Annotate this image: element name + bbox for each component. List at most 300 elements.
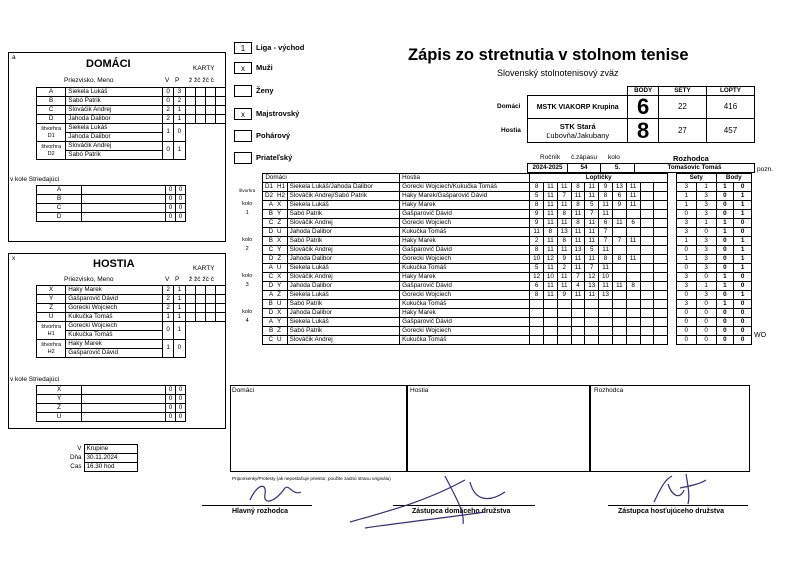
card-cell <box>215 286 225 295</box>
match-away-player: Gorecki Wojciech <box>400 291 530 300</box>
match-sets-away: 0 <box>696 273 716 282</box>
player-losses: 1 <box>174 115 185 124</box>
doubles-code: štvorhra D1 <box>37 124 66 142</box>
player-wins: 2 <box>163 106 174 115</box>
match-points-home: 1 <box>716 219 734 228</box>
card-cell <box>205 97 215 106</box>
match-sets-away: 0 <box>696 336 716 345</box>
away-signature <box>650 470 710 506</box>
match-codes <box>263 246 287 255</box>
player-row <box>37 304 226 313</box>
match-ball-score: 8 <box>557 210 571 219</box>
player-name: Jahoda Dalibor <box>66 115 163 124</box>
match-ball-score: 13 <box>557 228 571 237</box>
doubles-row <box>37 340 226 349</box>
match-ball-score <box>557 300 571 309</box>
match-ball-score <box>599 327 613 336</box>
result-home-sets: 22 <box>658 96 706 119</box>
card-cell <box>205 106 215 115</box>
player-wins: 2 <box>163 304 174 313</box>
match-ball-score <box>599 318 613 327</box>
match-home-code: C <box>268 245 274 253</box>
match-points-away: 1 <box>734 264 752 273</box>
match-ball-score <box>654 246 668 255</box>
sub-losses: 0 <box>176 413 186 422</box>
result-away-balls: 457 <box>706 119 754 143</box>
match-home-code: C <box>268 335 273 343</box>
match-ball-score <box>557 327 571 336</box>
doubles-player-2: Sabó Patrik <box>66 151 163 160</box>
match-ball-score <box>654 219 668 228</box>
match-sets-home: 3 <box>676 183 696 192</box>
match-sets-home: 3 <box>676 300 696 309</box>
page-subtitle: Slovenský stolnotenisový zväz <box>497 68 619 78</box>
sub-losses: 0 <box>176 404 186 413</box>
page-title: Zápis zo stretnutia v stolnom tenise <box>408 46 689 64</box>
match-points-away: 0 <box>734 336 752 345</box>
sub-row <box>37 195 186 204</box>
card-cell <box>215 313 225 322</box>
match-ball-score <box>626 336 640 345</box>
match-ball-score: 9 <box>530 210 544 219</box>
match-points-home: 0 <box>716 192 734 201</box>
match-ball-score: 11 <box>544 282 558 291</box>
result-header-points: BODY <box>628 87 659 96</box>
place-table <box>66 444 138 472</box>
home-col-name: Priezvisko, Meno <box>64 77 114 84</box>
match-ball-score <box>557 309 571 318</box>
match-ball-score: 11 <box>585 219 599 228</box>
away-col-p: P <box>175 276 180 283</box>
match-ball-score: 10 <box>544 273 558 282</box>
home-subs-table <box>36 185 186 222</box>
match-away-player: Kukučka Tomáš <box>400 228 530 237</box>
match-row <box>232 192 752 201</box>
player-name: Gorecki Wojciech <box>66 304 163 313</box>
doubles-code: štvorhra D2 <box>37 142 66 160</box>
match-ball-score: 8 <box>544 228 558 237</box>
match-away-player: Gašparovič Dávid <box>400 318 530 327</box>
player-code: X <box>37 286 66 295</box>
notes-home-label: Domáci <box>232 387 255 394</box>
match-home-player: Jahoda Dalibor <box>287 282 400 291</box>
match-sets-away: 0 <box>696 309 716 318</box>
matches-table <box>232 173 752 345</box>
match-ball-score: 8 <box>599 255 613 264</box>
match-ball-score: 6 <box>599 219 613 228</box>
card-cell <box>185 286 195 295</box>
result-away-team <box>528 119 628 143</box>
doubles-row-2 <box>37 133 226 142</box>
match-home-player: Siekela Lukáš <box>287 318 400 327</box>
sub-name <box>82 404 166 413</box>
sub-name <box>82 395 166 404</box>
match-codes <box>263 255 287 264</box>
match-home-player: Slováčik Andrej/Sabó Patrik <box>287 192 400 201</box>
match-ball-score: 11 <box>544 246 558 255</box>
match-ball-score <box>612 327 626 336</box>
doubles-row-2 <box>37 331 226 340</box>
match-sets-away: 3 <box>696 237 716 246</box>
card-cell <box>195 295 205 304</box>
match-ball-score: 11 <box>612 282 626 291</box>
match-round <box>232 228 263 237</box>
doubles-wins: 0 <box>163 322 174 340</box>
match-ball-score: 8 <box>530 201 544 210</box>
match-ball-score <box>640 327 654 336</box>
category-checkbox: x <box>234 62 252 74</box>
player-wins: 1 <box>163 313 174 322</box>
match-ball-score: 11 <box>544 192 558 201</box>
match-ball-score <box>654 264 668 273</box>
doubles-player-1: Slováčik Andrej <box>66 142 163 151</box>
match-ball-score: 11 <box>571 192 585 201</box>
match-round <box>232 264 263 273</box>
category-checkbox <box>234 152 252 164</box>
match-ball-score: 11 <box>599 282 613 291</box>
match-ball-score <box>544 318 558 327</box>
match-ball-score: 11 <box>626 255 640 264</box>
gap <box>668 336 677 345</box>
match-ball-score: 12 <box>544 255 558 264</box>
match-away-player: Gašparovič Dávid <box>400 210 530 219</box>
home-karty: KARTY <box>193 65 215 72</box>
place-time-label: Čas <box>70 462 82 470</box>
match-ball-score <box>612 264 626 273</box>
category-label: Pohárový <box>256 131 291 140</box>
match-ball-score <box>626 246 640 255</box>
card-cell <box>205 88 215 97</box>
match-codes <box>263 192 287 201</box>
match-points-away: 1 <box>734 192 752 201</box>
match-ball-score <box>612 210 626 219</box>
match-away-code: U <box>277 227 282 235</box>
match-away-player: Haky Marek <box>400 201 530 210</box>
match-home-player: Jahoda Dalibor <box>287 255 400 264</box>
match-round: kolo <box>242 273 253 280</box>
match-ball-score: 7 <box>585 210 599 219</box>
match-away-code: X <box>277 272 282 280</box>
match-ball-score: 11 <box>626 237 640 246</box>
match-home-code: C <box>268 218 274 226</box>
league-label: Liga - východ <box>256 43 305 52</box>
result-header-balls: LOPTY <box>706 87 754 96</box>
match-home-code: C <box>268 272 274 280</box>
doubles-row <box>37 124 226 133</box>
place-date: 30.11.2024 <box>84 454 138 463</box>
match-ball-score: 8 <box>557 237 571 246</box>
away-col-v: V <box>165 276 170 283</box>
home-col-p: P <box>175 77 180 84</box>
match-ball-score <box>654 300 668 309</box>
match-sets-away: 1 <box>696 282 716 291</box>
match-ball-score: 9 <box>599 183 613 192</box>
match-sets-home: 0 <box>676 291 696 300</box>
match-ball-score <box>626 228 640 237</box>
card-cell <box>205 286 215 295</box>
card-cell <box>195 304 205 313</box>
match-codes <box>263 309 287 318</box>
match-away-player: Gašparovič Dávid <box>400 246 530 255</box>
result-away-sets: 27 <box>658 119 706 143</box>
match-away-player: Gorecki Wojciech <box>400 219 530 228</box>
match-ball-score <box>544 309 558 318</box>
card-cell <box>185 304 195 313</box>
sub-name <box>82 195 166 204</box>
signature-label-away: Zástupca hosťujúceho družstva <box>618 508 725 515</box>
match-sets-home: 0 <box>676 336 696 345</box>
player-row <box>37 313 226 322</box>
away-subs-label: v kole Striedajúci <box>10 376 60 383</box>
match-ball-score <box>626 210 640 219</box>
doubles-player-2: Kukučka Tomáš <box>66 331 163 340</box>
away-col-name: Priezvisko, Meno <box>64 276 114 283</box>
player-code: A <box>37 88 66 97</box>
match-away-code: Y <box>277 281 282 289</box>
match-away-player: Kukučka Tomáš <box>400 264 530 273</box>
player-row <box>37 106 226 115</box>
category-label: Majstrovský <box>256 109 300 118</box>
match-points-away: 0 <box>734 318 752 327</box>
place-v-label: V <box>77 444 82 452</box>
match-ball-score: 11 <box>557 273 571 282</box>
card-cell <box>215 97 225 106</box>
match-ball-score <box>626 273 640 282</box>
match-away-player: Haky Marek/Gašparovič Dávid <box>400 192 530 201</box>
match-ball-score <box>626 264 640 273</box>
match-ball-score: 11 <box>626 183 640 192</box>
gap <box>668 273 677 282</box>
sub-wins: 0 <box>166 213 176 222</box>
card-cell <box>205 304 215 313</box>
match-ball-score: 13 <box>612 183 626 192</box>
match-ball-score: 5 <box>530 192 544 201</box>
match-sets-home: 0 <box>676 210 696 219</box>
match-row <box>232 255 752 264</box>
match-sets-home: 0 <box>676 309 696 318</box>
match-ball-score <box>640 309 654 318</box>
card-cell <box>185 97 195 106</box>
match-away-player: Gorecki Wojciech <box>400 255 530 264</box>
player-code: C <box>37 106 66 115</box>
match-ball-score: 5 <box>530 264 544 273</box>
match-row <box>232 273 752 282</box>
match-ball-score <box>640 201 654 210</box>
meta-pozn: pozn. <box>757 166 773 173</box>
match-away-player: Haky Marek <box>400 237 530 246</box>
sub-code: A <box>37 186 82 195</box>
match-ball-score: 5 <box>585 201 599 210</box>
match-points-away: 0 <box>734 327 752 336</box>
match-ball-score: 11 <box>599 210 613 219</box>
match-ball-score <box>626 327 640 336</box>
match-points-away: 0 <box>734 282 752 291</box>
match-sets-away: 0 <box>696 318 716 327</box>
match-points-home: 0 <box>716 264 734 273</box>
match-home-code: D2 <box>264 191 273 199</box>
category-checkbox <box>234 130 252 142</box>
result-home-team: MSTK VIAKORP Krupina <box>528 96 628 119</box>
player-name: Sabó Patrik <box>66 97 163 106</box>
match-sets-home: 0 <box>676 327 696 336</box>
card-cell <box>185 88 195 97</box>
match-row <box>232 282 752 291</box>
match-ball-score: 7 <box>571 273 585 282</box>
match-row <box>232 264 752 273</box>
away-subs-table <box>36 385 186 422</box>
match-home-code: B <box>268 326 274 334</box>
card-cell <box>185 106 195 115</box>
doubles-row-2 <box>37 349 226 358</box>
gap <box>668 246 677 255</box>
result-away-label: Hostia <box>501 127 521 134</box>
player-row <box>37 295 226 304</box>
match-home-player: Siekela Lukáš/Jahoda Dalibor <box>287 183 400 192</box>
match-round <box>232 336 263 345</box>
match-ball-score <box>544 327 558 336</box>
match-codes <box>263 228 287 237</box>
matches-away-header: Hostia <box>400 174 530 183</box>
match-sets-away: 3 <box>696 210 716 219</box>
notes-away-box <box>407 385 590 472</box>
match-ball-score: 8 <box>571 201 585 210</box>
sub-row <box>37 404 186 413</box>
sub-row <box>37 395 186 404</box>
gap <box>668 318 677 327</box>
match-points-away: 1 <box>734 237 752 246</box>
gap <box>668 201 677 210</box>
sub-losses: 0 <box>176 195 186 204</box>
doubles-row <box>37 142 226 151</box>
gap <box>668 264 677 273</box>
match-ball-score: 11 <box>544 264 558 273</box>
notes-referee-box <box>590 385 750 472</box>
match-points-away: 0 <box>734 273 752 282</box>
home-cards-header: ž žč žč č <box>189 77 214 84</box>
sub-row <box>37 213 186 222</box>
match-home-code: A <box>268 317 273 325</box>
protest-note: Pripomienky/Protesty (ak nepostačuje priestor, použite zadnú stranu originálu) <box>232 476 391 481</box>
player-code: U <box>37 313 66 322</box>
match-points-away: 0 <box>734 219 752 228</box>
match-points-home: 0 <box>716 309 734 318</box>
sub-losses: 0 <box>176 204 186 213</box>
match-row <box>232 309 752 318</box>
doubles-wins: 1 <box>163 340 174 358</box>
match-points-away: 1 <box>734 246 752 255</box>
match-codes <box>263 219 287 228</box>
match-ball-score: 11 <box>544 201 558 210</box>
match-ball-score <box>640 336 654 345</box>
card-cell <box>205 115 215 124</box>
match-home-code: D <box>268 281 274 289</box>
match-ball-score <box>654 273 668 282</box>
match-ball-score <box>654 237 668 246</box>
match-row <box>232 246 752 255</box>
player-name: Haky Marek <box>66 286 163 295</box>
match-ball-score: 10 <box>530 255 544 264</box>
match-ball-score: 8 <box>571 219 585 228</box>
match-points-away: 1 <box>734 210 752 219</box>
away-karty: KARTY <box>193 265 215 272</box>
match-away-player: Gašparovič Dávid <box>400 282 530 291</box>
match-ball-score <box>654 201 668 210</box>
gap <box>668 300 677 309</box>
match-home-player: Jahoda Dalibor <box>287 309 400 318</box>
match-home-player: Sabó Patrik <box>287 300 400 309</box>
match-codes <box>263 264 287 273</box>
match-ball-score <box>626 291 640 300</box>
match-points-home: 1 <box>716 282 734 291</box>
sub-name <box>82 386 166 395</box>
match-points-home: 0 <box>716 237 734 246</box>
match-ball-score: 8 <box>530 291 544 300</box>
result-home-label: Domáci <box>497 103 521 110</box>
player-losses: 1 <box>174 313 185 322</box>
player-losses: 1 <box>174 286 185 295</box>
match-row <box>232 228 752 237</box>
match-sets-home: 0 <box>676 318 696 327</box>
match-points-home: 0 <box>716 336 734 345</box>
notes-away-label: Hostia <box>410 387 429 394</box>
sub-name <box>82 413 166 422</box>
match-ball-score: 13 <box>571 246 585 255</box>
match-away-code: U <box>277 335 282 343</box>
category-label: Muži <box>256 63 273 72</box>
match-ball-score: 11 <box>571 291 585 300</box>
sub-code: Z <box>37 404 82 413</box>
match-codes <box>263 318 287 327</box>
match-sets-home: 1 <box>676 201 696 210</box>
match-ball-score <box>585 309 599 318</box>
match-ball-score: 10 <box>599 273 613 282</box>
match-away-code: Z <box>277 254 282 262</box>
player-wins: 2 <box>163 115 174 124</box>
match-ball-score: 7 <box>599 237 613 246</box>
signature-label-referee: Hlavný rozhodca <box>232 508 289 515</box>
match-away-code: X <box>277 236 282 244</box>
doubles-row-2 <box>37 151 226 160</box>
match-ball-score: 9 <box>557 291 571 300</box>
matches-sets-header: Sety <box>676 174 716 183</box>
player-wins: 2 <box>163 295 174 304</box>
match-points-home: 1 <box>716 273 734 282</box>
card-cell <box>215 304 225 313</box>
match-codes <box>263 300 287 309</box>
doubles-wins: 1 <box>163 124 174 142</box>
match-ball-score <box>654 183 668 192</box>
player-wins: 0 <box>163 97 174 106</box>
match-ball-score <box>654 192 668 201</box>
sub-losses: 0 <box>176 213 186 222</box>
match-ball-score: 11 <box>571 228 585 237</box>
card-cell <box>215 88 225 97</box>
match-ball-score: 11 <box>544 237 558 246</box>
match-ball-score: 11 <box>571 210 585 219</box>
match-ball-score: 9 <box>612 201 626 210</box>
match-row <box>232 300 752 309</box>
match-ball-score: 8 <box>571 183 585 192</box>
match-away-player: Haky Marek <box>400 309 530 318</box>
match-home-code: B <box>268 209 273 217</box>
match-away-code: H2 <box>277 191 286 199</box>
match-row <box>232 318 752 327</box>
meta-label-matchno: č.zápasu <box>571 154 598 161</box>
meta-matchno: 54 <box>568 164 601 173</box>
sub-wins: 0 <box>166 395 176 404</box>
player-name: Siekela Lukáš <box>66 88 163 97</box>
doubles-losses: 0 <box>174 124 185 142</box>
